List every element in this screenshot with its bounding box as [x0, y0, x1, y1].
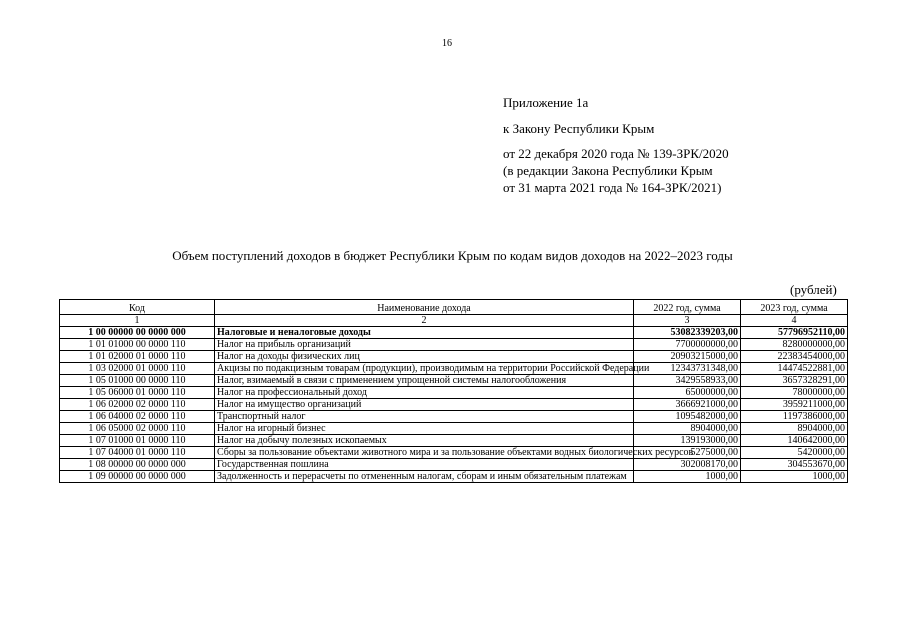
appendix-label: Приложение 1а — [503, 95, 589, 110]
edition-note-line2: от 31 марта 2021 года № 164-ЗРК/2021) — [503, 180, 722, 195]
amount-2022-cell: 20903215000,00 — [634, 351, 741, 363]
amount-2023-cell: 5420000,00 — [741, 447, 848, 459]
amount-2023-cell: 1000,00 — [741, 471, 848, 483]
column-header-2023: 2023 год, сумма — [741, 300, 848, 315]
amount-2023-cell: 3657328291,00 — [741, 375, 848, 387]
amount-2023-cell: 3959211000,00 — [741, 399, 848, 411]
amount-2023-cell: 304553670,00 — [741, 459, 848, 471]
amount-2023-cell: 57796952110,00 — [741, 327, 848, 339]
amount-2023-cell: 1197386000,00 — [741, 411, 848, 423]
income-code-cell: 1 09 00000 00 0000 000 — [60, 471, 215, 483]
law-date: от 22 декабря 2020 года № 139-ЗРК/2020 — [503, 146, 729, 161]
column-number: 2 — [215, 315, 634, 327]
table-header-row — [60, 300, 848, 315]
income-name-cell: Государственная пошлина — [215, 459, 634, 471]
table-row — [60, 399, 848, 411]
amount-2022-cell: 7700000000,00 — [634, 339, 741, 351]
amount-2022-cell: 12343731348,00 — [634, 363, 741, 375]
income-code-cell: 1 07 01000 01 0000 110 — [60, 435, 215, 447]
amount-2022-cell: 53082339203,00 — [634, 327, 741, 339]
income-name-cell: Налоговые и неналоговые доходы — [215, 327, 634, 339]
column-number: 3 — [634, 315, 741, 327]
income-code-cell: 1 03 02000 01 0000 110 — [60, 363, 215, 375]
amount-2022-cell: 1000,00 — [634, 471, 741, 483]
income-code-cell: 1 05 06000 01 0000 110 — [60, 387, 215, 399]
column-header-2022: 2022 год, сумма — [634, 300, 741, 315]
edition-note-line1: (в редакции Закона Республики Крым — [503, 163, 713, 178]
units-label: (рублей) — [790, 282, 837, 297]
table-row — [60, 351, 848, 363]
income-name-cell: Налог на профессиональный доход — [215, 387, 634, 399]
amount-2023-cell: 22383454000,00 — [741, 351, 848, 363]
amount-2022-cell: 3666921000,00 — [634, 399, 741, 411]
income-name-cell: Акцизы по подакцизным товарам (продукции), производимым на территории Российской Федерации — [215, 363, 634, 375]
amount-2022-cell: 65000000,00 — [634, 387, 741, 399]
table-row — [60, 423, 848, 435]
income-name-cell: Налог, взимаемый в связи с применением упрощенной системы налогообложения — [215, 375, 634, 387]
income-name-cell: Налог на имущество организаций — [215, 399, 634, 411]
income-name-cell: Налог на доходы физических лиц — [215, 351, 634, 363]
table-row — [60, 363, 848, 375]
income-code-cell: 1 06 04000 02 0000 110 — [60, 411, 215, 423]
table-row — [60, 471, 848, 483]
amount-2022-cell: 1095482000,00 — [634, 411, 741, 423]
column-number-row — [60, 315, 848, 327]
income-code-cell: 1 06 02000 02 0000 110 — [60, 399, 215, 411]
income-name-cell: Налог на игорный бизнес — [215, 423, 634, 435]
law-reference: к Закону Республики Крым — [503, 121, 655, 136]
income-name-cell: Налог на добычу полезных ископаемых — [215, 435, 634, 447]
income-code-cell: 1 06 05000 02 0000 110 — [60, 423, 215, 435]
table-row — [60, 327, 848, 339]
column-number: 1 — [60, 315, 215, 327]
amount-2022-cell: 3429558933,00 — [634, 375, 741, 387]
amount-2023-cell: 78000000,00 — [741, 387, 848, 399]
amount-2023-cell: 8904000,00 — [741, 423, 848, 435]
income-code-cell: 1 01 02000 01 0000 110 — [60, 351, 215, 363]
document-title: Объем поступлений доходов в бюджет Республики Крым по кодам видов доходов на 2022–2023 годы — [172, 248, 733, 263]
amount-2022-cell: 139193000,00 — [634, 435, 741, 447]
income-name-cell: Налог на прибыль организаций — [215, 339, 634, 351]
income-name-cell: Транспортный налог — [215, 411, 634, 423]
column-number: 4 — [741, 315, 848, 327]
table-row — [60, 447, 848, 459]
income-name-cell: Сборы за пользование объектами животного мира и за пользование объектами водных биологических ресурсов — [215, 447, 634, 459]
amount-2023-cell: 14474522881,00 — [741, 363, 848, 375]
table-row — [60, 387, 848, 399]
income-code-cell: 1 05 01000 00 0000 110 — [60, 375, 215, 387]
income-code-cell: 1 08 00000 00 0000 000 — [60, 459, 215, 471]
table-row — [60, 375, 848, 387]
table-row — [60, 459, 848, 471]
table-row — [60, 435, 848, 447]
amount-2022-cell: 8904000,00 — [634, 423, 741, 435]
column-header-code: Код — [60, 300, 215, 315]
income-code-cell: 1 07 04000 01 0000 110 — [60, 447, 215, 459]
amount-2023-cell: 8280000000,00 — [741, 339, 848, 351]
column-header-name: Наименование дохода — [215, 300, 634, 315]
income-table — [59, 299, 848, 483]
income-name-cell: Задолженность и перерасчеты по отмененным налогам, сборам и иным обязательным платежам — [215, 471, 634, 483]
amount-2022-cell: 5275000,00 — [634, 447, 741, 459]
amount-2023-cell: 140642000,00 — [741, 435, 848, 447]
table-row — [60, 411, 848, 423]
page-number: 16 — [442, 38, 452, 49]
income-code-cell: 1 00 00000 00 0000 000 — [60, 327, 215, 339]
income-code-cell: 1 01 01000 00 0000 110 — [60, 339, 215, 351]
table-row — [60, 339, 848, 351]
amount-2022-cell: 302008170,00 — [634, 459, 741, 471]
